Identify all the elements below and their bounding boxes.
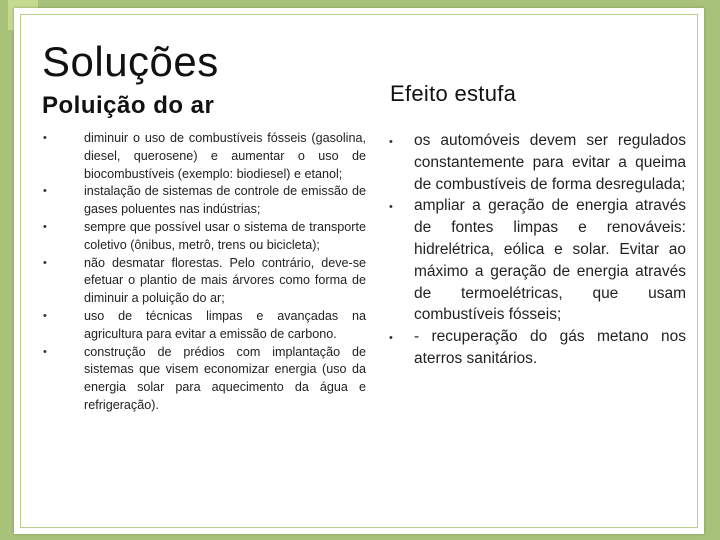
- list-item-text: - recuperação do gás metano nos aterros sanitários.: [414, 328, 686, 367]
- left-heading: Poluição do ar: [42, 92, 215, 119]
- slide-panel: [14, 8, 704, 534]
- list-item-text: ampliar a geração de energia através de fontes limpas e renováveis: hidrelétrica, eólica e solar. Evitar ao máximo a geração de energia através de termoelétricas, que usam combustíveis fósseis;: [414, 197, 686, 324]
- list-item: [43, 183, 366, 219]
- list-item-text: instalação de sistemas de controle de emissão de gases poluentes nas indústrias;: [84, 184, 366, 217]
- list-item: [43, 219, 366, 255]
- list-item: [43, 344, 366, 415]
- list-item-text: não desmatar florestas. Pelo contrário, deve-se efetuar o plantio de mais árvores como forma de diminuir a poluição do ar;: [84, 255, 366, 306]
- bullet-icon: •: [43, 132, 47, 144]
- slide-title: Soluções: [42, 38, 219, 85]
- bullet-icon: •: [389, 332, 393, 345]
- list-item-text: uso de técnicas limpas e avançadas na agricultura para evitar a emissão de carbono.: [84, 308, 366, 341]
- list-item: [389, 326, 686, 370]
- list-item: [43, 130, 366, 183]
- list-item-text: diminuir o uso de combustíveis fósseis (gasolina, diesel, querosene) e aumentar o uso de biocombustíveis (exemplo: biodiesel) e etanol;: [84, 131, 366, 181]
- bullet-icon: •: [43, 345, 47, 358]
- list-item-text: os automóveis devem ser regulados constantemente para evitar a queima de combustíveis de forma desregulada;: [414, 132, 686, 193]
- right-heading: Efeito estufa: [390, 81, 517, 106]
- list-item-text: construção de prédios com implantação de sistemas que visem economizar energia (uso da energia solar para aquecimento da água e refrigeração).: [84, 344, 366, 412]
- greenhouse-effect-list: [389, 130, 686, 370]
- air-pollution-list: [43, 130, 366, 415]
- list-item: [43, 308, 366, 344]
- bullet-icon: •: [43, 309, 47, 322]
- list-item: [43, 255, 366, 308]
- list-item: [389, 130, 686, 195]
- bullet-icon: •: [43, 185, 47, 198]
- bullet-icon: •: [43, 220, 47, 233]
- bullet-icon: •: [389, 136, 393, 148]
- list-item-text: sempre que possível usar o sistema de transporte coletivo (ônibus, metrô, trens ou bicicleta);: [84, 219, 366, 252]
- list-item: [389, 195, 686, 326]
- bullet-icon: •: [389, 201, 393, 214]
- bullet-icon: •: [43, 256, 47, 269]
